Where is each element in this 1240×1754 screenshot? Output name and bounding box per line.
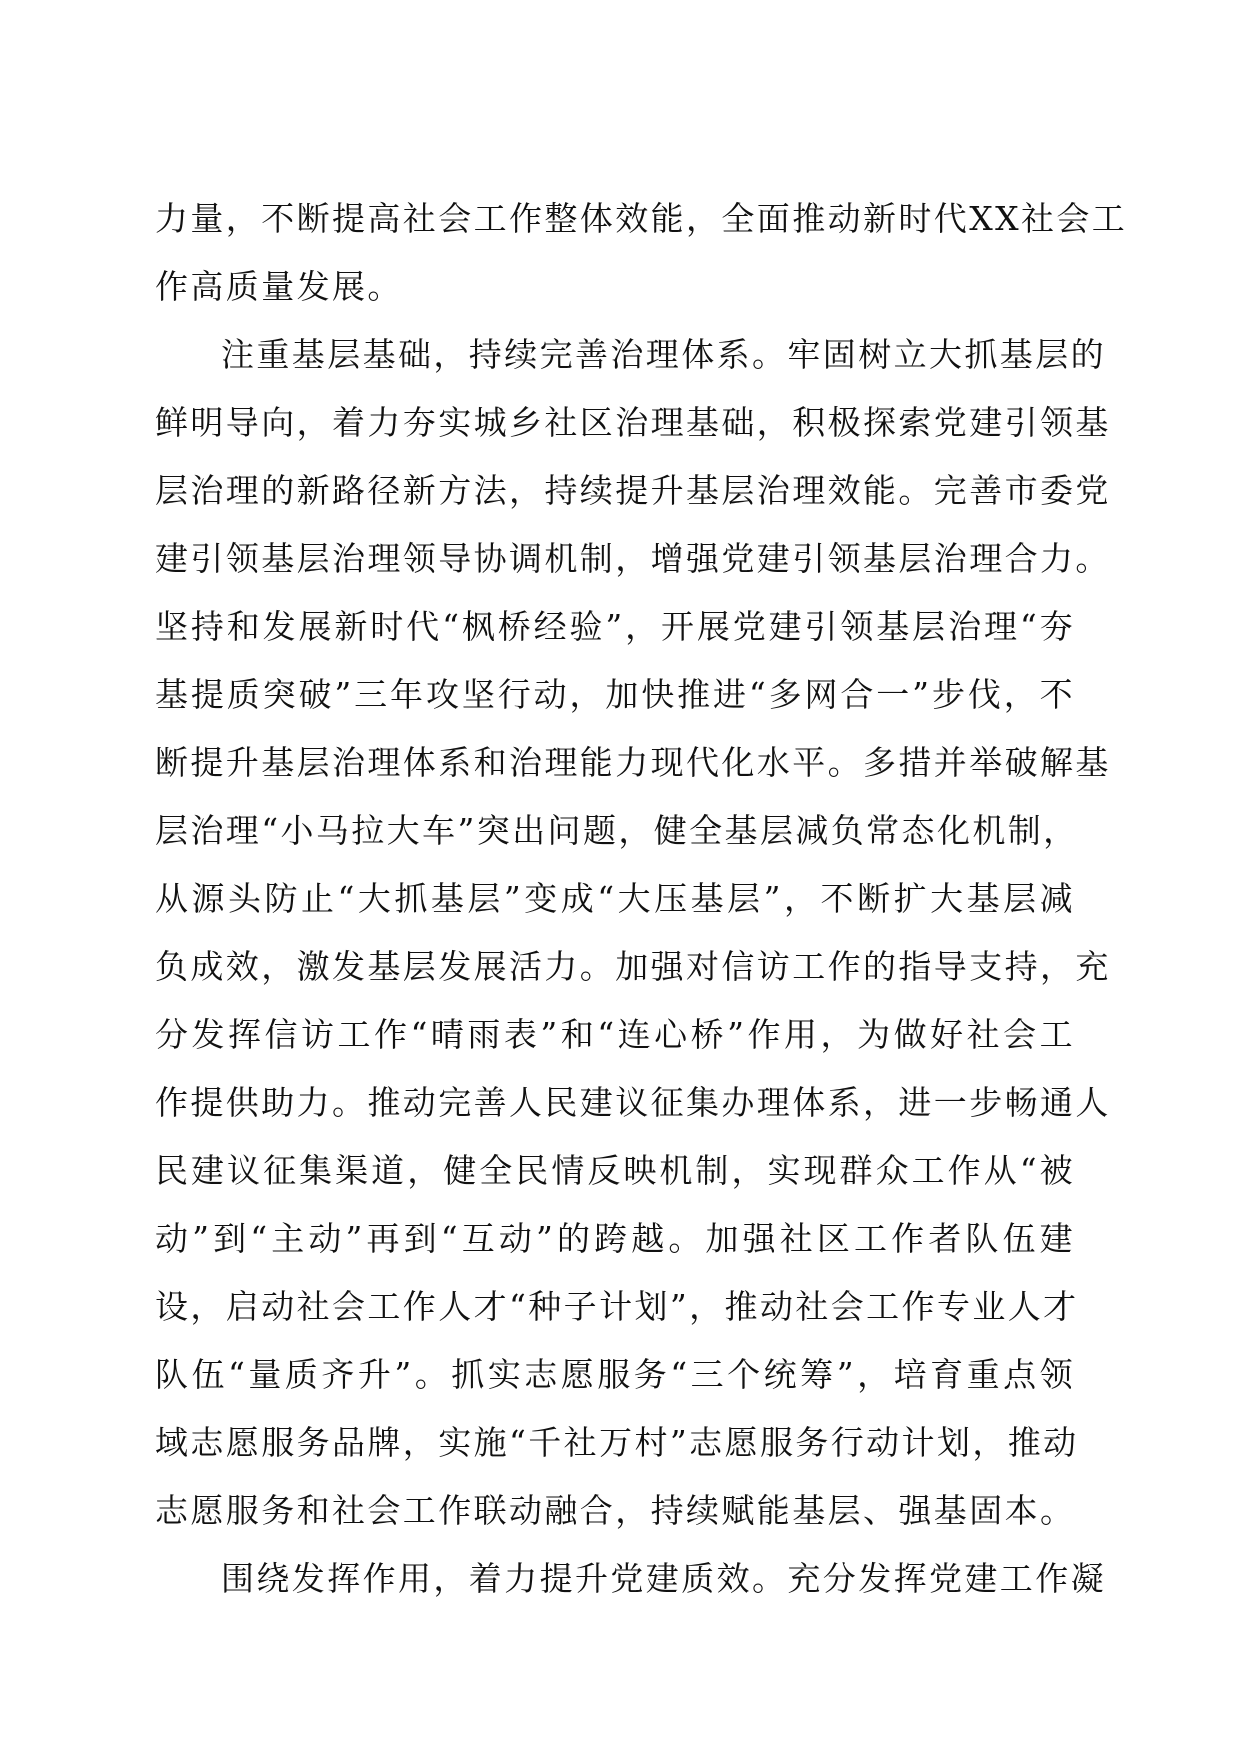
- text-line: 力量，不断提高社会工作整体效能，全面推动新时代XX社会工: [155, 199, 1128, 238]
- text-line: 基提质突破”三年攻坚行动，加快推进“多网合一”步伐，不: [155, 675, 1075, 714]
- text-line: 队伍“量质齐升”。抓实志愿服务“三个统筹”，培育重点领: [155, 1355, 1075, 1394]
- text-line: 从源头防止“大抓基层”变成“大压基层”，不断扩大基层减: [155, 879, 1075, 918]
- text-line: 域志愿服务品牌，实施“千社万村”志愿服务行动计划，推动: [155, 1423, 1079, 1462]
- text-line: 坚持和发展新时代“枫桥经验”，开展党建引领基层治理“夯: [155, 607, 1075, 646]
- text-line: 鲜明导向，着力夯实城乡社区治理基础，积极探索党建引领基: [155, 403, 1111, 442]
- text-line: 动”到“主动”再到“互动”的跨越。加强社区工作者队伍建: [155, 1219, 1075, 1258]
- text-line: 断提升基层治理体系和治理能力现代化水平。多措并举破解基: [155, 743, 1111, 782]
- text-line: 围绕发挥作用，着力提升党建质效。充分发挥党建工作凝: [221, 1559, 1106, 1598]
- text-line: 民建议征集渠道，健全民情反映机制，实现群众工作从“被: [155, 1151, 1075, 1190]
- text-line: 层治理“小马拉大车”突出问题，健全基层减负常态化机制，: [155, 811, 1079, 850]
- paragraph: [155, 1553, 1106, 1621]
- document-body: [155, 193, 1128, 1621]
- text-line: 设，启动社会工作人才“种子计划”，推动社会工作专业人才: [155, 1287, 1079, 1326]
- text-line: 作提供助力。推动完善人民建议征集办理体系，进一步畅通人: [155, 1083, 1111, 1122]
- text-line: 分发挥信访工作“晴雨表”和“连心桥”作用，为做好社会工: [155, 1015, 1075, 1054]
- paragraph: [155, 329, 1111, 1553]
- paragraph: [155, 193, 1128, 329]
- text-line: 建引领基层治理领导协调机制，增强党建引领基层治理合力。: [155, 539, 1111, 578]
- text-line: 负成效，激发基层发展活力。加强对信访工作的指导支持，充: [155, 947, 1111, 986]
- text-line: 志愿服务和社会工作联动融合，持续赋能基层、强基固本。: [155, 1491, 1076, 1530]
- text-line: 作高质量发展。: [155, 267, 403, 306]
- text-line: 注重基层基础，持续完善治理体系。牢固树立大抓基层的: [221, 335, 1106, 374]
- text-line: 层治理的新路径新方法，持续提升基层治理效能。完善市委党: [155, 471, 1111, 510]
